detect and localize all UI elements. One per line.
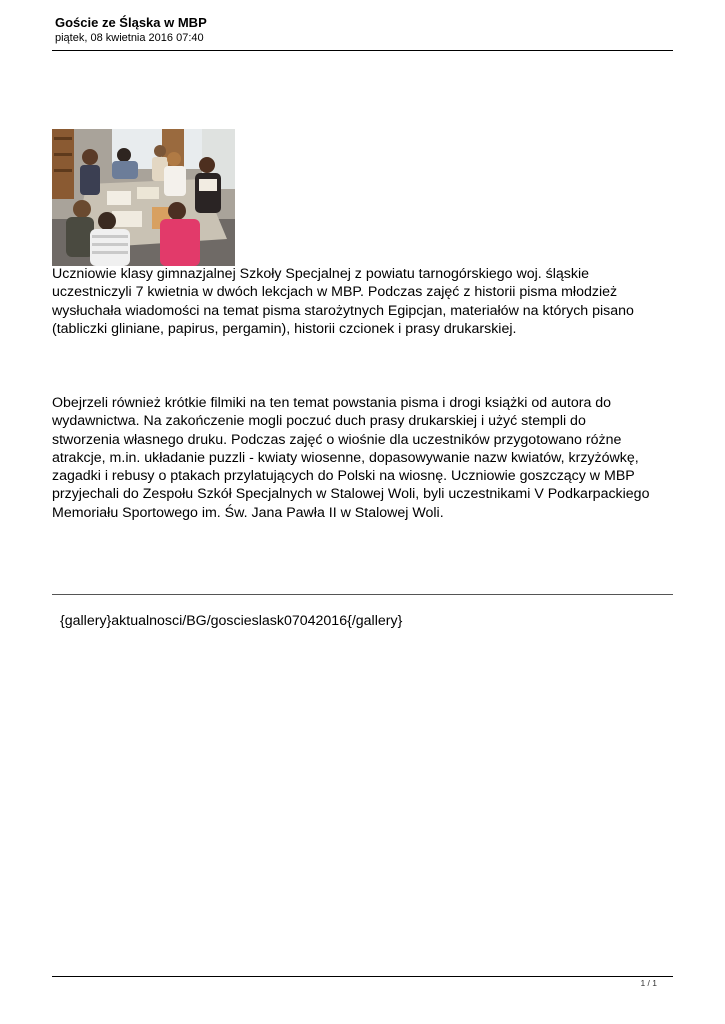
gallery-tag: {gallery}aktualnosci/BG/goscieslask07042016{/gallery} — [60, 613, 403, 629]
content-divider — [52, 594, 673, 595]
article-paragraph: Uczniowie klasy gimnazjalnej Szkoły Specjalnej z powiatu tarnogórskiego woj. śląskie uczestniczyli 7 kwietnia w dwóch lekcjach w MBP. Podczas zajęć z historii pisma młodzież wysłuchała wiadomości na temat pisma starożytnych Egipcjan, materiałów na których pisano (tabliczki gliniane, papirus, pergamin), historii czcionek i prasy drukarskiej. — [52, 266, 634, 337]
article-photo — [52, 129, 235, 266]
footer-divider — [52, 976, 673, 977]
page-title: Goście ze Śląska w MBP — [55, 15, 207, 30]
article-paragraph: Obejrzeli również krótkie filmiki na ten temat powstania pisma i drogi książki od autora do wydawnictwa. Na zakończenie mogli poczuć duch prasy drukarskiej i użyć stempli do stworzenia własnego druku. Podczas zajęć o wiośnie dla uczestników przygotowano różne atrakcje, m.in. układanie puzzli - kwiaty wiosenne, dopasowywanie nazw kwiatów, krzyżówkę, zagadki i rebusy o ptakach przylatujących do Polski na wiosnę. Uczniowie goszczący w MBP przyjechali do Zespołu Szkół Specjalnych w Stalowej Woli, byli uczestnikami V Podkarpackiego Memoriału Sportowego im. Św. Jana Pawła II w Stalowej Woli. — [52, 395, 650, 521]
page-number: 1 / 1 — [640, 978, 657, 988]
publish-date: piątek, 08 kwietnia 2016 07:40 — [55, 32, 204, 44]
header-divider — [52, 50, 673, 51]
